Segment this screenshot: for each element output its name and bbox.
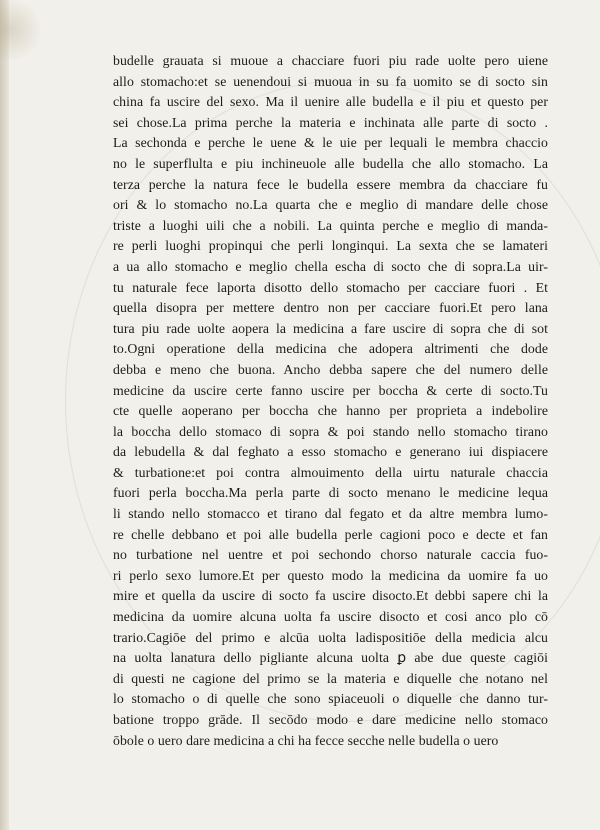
text-line: batione troppo grāde. Il secōdo modo e dare medicine nello stomaco <box>113 712 548 727</box>
text-line: debba e meno che buona. Ancho debba sapere che del numero delle <box>113 361 548 377</box>
text-line: da lebudella & dal feghato a esso stomacho e generano iui dispiacere <box>113 444 548 460</box>
text-line: tura piu rade uolte aopera la medicina a fare uscire di sopra che di sot <box>113 320 548 336</box>
text-line: china fa uscire del sexo. Ma il uenire alle budella e il piu et questo per <box>113 94 548 110</box>
text-line: re perli luoghi propinqui che perli longinqui. La sexta che se lamateri <box>113 238 548 254</box>
text-line: triste a luoghi uili che a nobili. La quinta perche e meglio di manda- <box>113 217 548 233</box>
text-line: a ua allo stomacho e meglio chella escha di socto che di sopra.La uir- <box>113 258 548 274</box>
text-line: lo stomacho o di quelle che sono spiaceuoli o diquelle che danno tur- <box>113 691 548 707</box>
page-stain <box>0 0 60 60</box>
text-line: medicina da uomire alcuna uolta fa uscire disocto et cosi anco plo cō <box>113 609 548 625</box>
text-line: to.Ogni operatione della medicina che adopera altrimenti che dode <box>113 341 548 357</box>
text-line: ori & lo stomacho no.La quarta che e meglio di mandare delle chose <box>113 197 548 213</box>
text-line: no turbatione nel uentre et poi sechondo chorso naturale caccia fuo- <box>113 547 548 563</box>
text-line: la boccha dello stomaco di sopra & poi stando nello stomacho tirano <box>113 423 548 439</box>
text-line: budelle grauata si muoue a chacciare fuori piu rade uolte pero uiene <box>113 53 548 68</box>
text-block <box>113 51 548 751</box>
text-line: di questi ne cagione del primo se la materia e diquelle che notano nel <box>113 670 548 686</box>
text-line: medicine da uscire certe fanno uscire per boccha & certe di socto.Tu <box>113 382 548 398</box>
text-line: quella disopra per mettere dentro non per cacciare fuori.Et pero lana <box>113 300 548 316</box>
text-line: allo stomacho:et se uenendoui si muoua in su fa uomito se di socto sin <box>113 73 548 89</box>
text-line: no le superflulta e piu inchineuole alle budella che allo stomacho. La <box>113 155 548 171</box>
text-line: cte quelle aoperano per boccha che hanno per proprieta a indebolire <box>113 403 548 419</box>
text-line: re chelle debbano et poi alle budella perle cagioni poco e decte et fan <box>113 526 548 542</box>
text-line: ri perlo sexo lumore.Et per questo modo la medicina da uomire fa uo <box>113 567 548 583</box>
text-line: & turbatione:et poi contra almouimento della uirtu naturale chaccia <box>113 464 548 480</box>
text-line: sei chose.La prima perche la materia e inchinata alle parte di socto . <box>113 114 548 130</box>
text-line: trario.Cagiōe del primo e alcūa uolta ladispositiōe della medicia alcu <box>113 629 548 645</box>
text-line: mire et quella da uscire di socto fa uscire disocto.Et debbi sapere chi la <box>113 588 548 604</box>
text-line: terza perche la natura fece le budella essere membra da chacciare fu <box>113 176 548 192</box>
text-line: La sechonda e perche le uene & le uie per lequali le membra chaccio <box>113 135 548 151</box>
page-edge <box>0 0 9 830</box>
text-line: li stando nello stomacco et tirano dal fegato et da altre membra lumo- <box>113 506 548 522</box>
text-line: na uolta lanatura dello pigliante alcuna uolta ꝑ abe due queste cagiōi <box>113 650 548 666</box>
text-line: tu naturale fece laporta disotto dello stomacho per cacciare fuori . Et <box>113 279 548 295</box>
text-line: ōbole o uero dare medicina a chi ha fecce secche nelle budella o uero <box>113 732 499 748</box>
text-line: fuori perla boccha.Ma perla parte di socto menano le medicine lequa <box>113 485 548 501</box>
